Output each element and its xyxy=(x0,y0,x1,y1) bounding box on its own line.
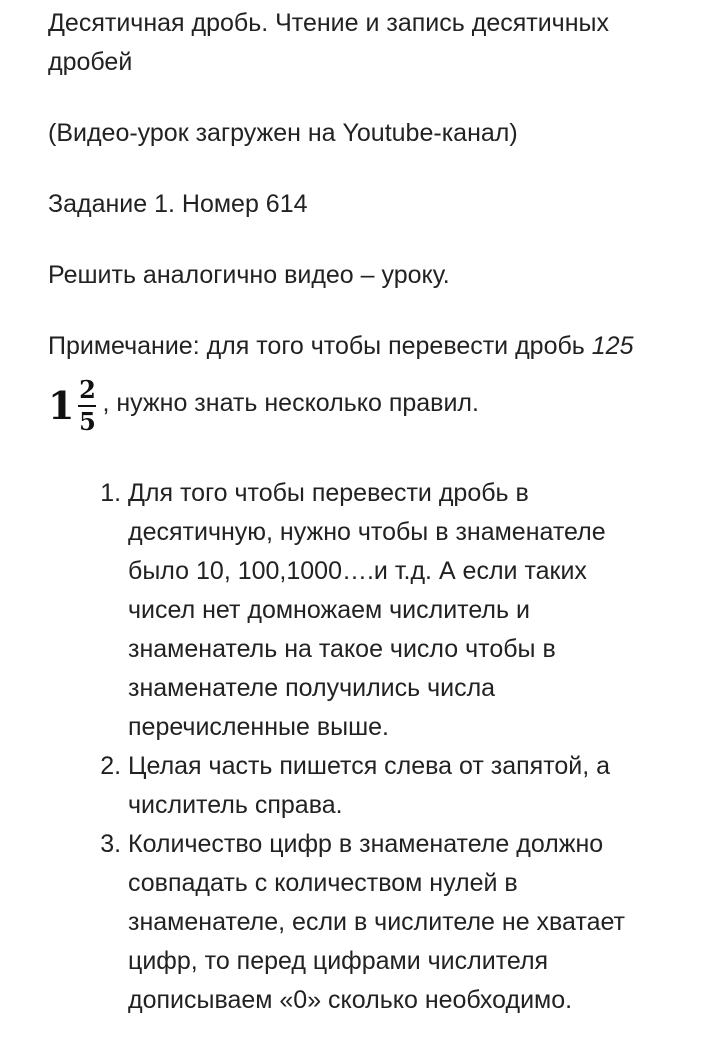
rule-item: 3. Количество цифр в знаменателе должно совпадать с количеством нулей в знаменателе, если в числителе не хватает цифр, то перед цифрами числителя дописываем «0» сколько необходимо. xyxy=(128,825,648,1020)
note-number: 125 xyxy=(591,332,634,360)
rules-list xyxy=(48,474,648,1020)
note-paragraph xyxy=(48,327,708,366)
rule-item: 1. Для того чтобы перевести дробь в десятичную, нужно чтобы в знаменателе было 10, 100,1000….и т.д. А если таких чисел нет домножаем числитель и знаменатель на такое число чтобы в знаменателе получились числа перечисленные выше. xyxy=(128,474,648,747)
fraction-line xyxy=(48,368,479,444)
task-heading: Задание 1. Номер 614 xyxy=(48,190,308,218)
rule-item: 2. Целая часть пишется слева от запятой, а числитель справа. xyxy=(128,747,648,825)
page-title: Десятичная дробь. Чтение и запись десятичных дробей xyxy=(48,9,609,76)
note-tail: , нужно знать несколько правил. xyxy=(102,388,479,417)
fraction-whole: 1 xyxy=(48,383,75,428)
note-lead: Примечание: для того чтобы перевести дробь xyxy=(48,332,592,360)
instruction-text: Решить аналогично видео – уроку. xyxy=(48,261,450,289)
mixed-fraction xyxy=(48,377,96,435)
fraction-numerator: 2 xyxy=(79,375,96,404)
fraction-denominator: 5 xyxy=(79,407,96,436)
video-note: (Видео-урок загружен на Youtube-канал) xyxy=(48,119,518,147)
fraction-part xyxy=(78,377,96,435)
